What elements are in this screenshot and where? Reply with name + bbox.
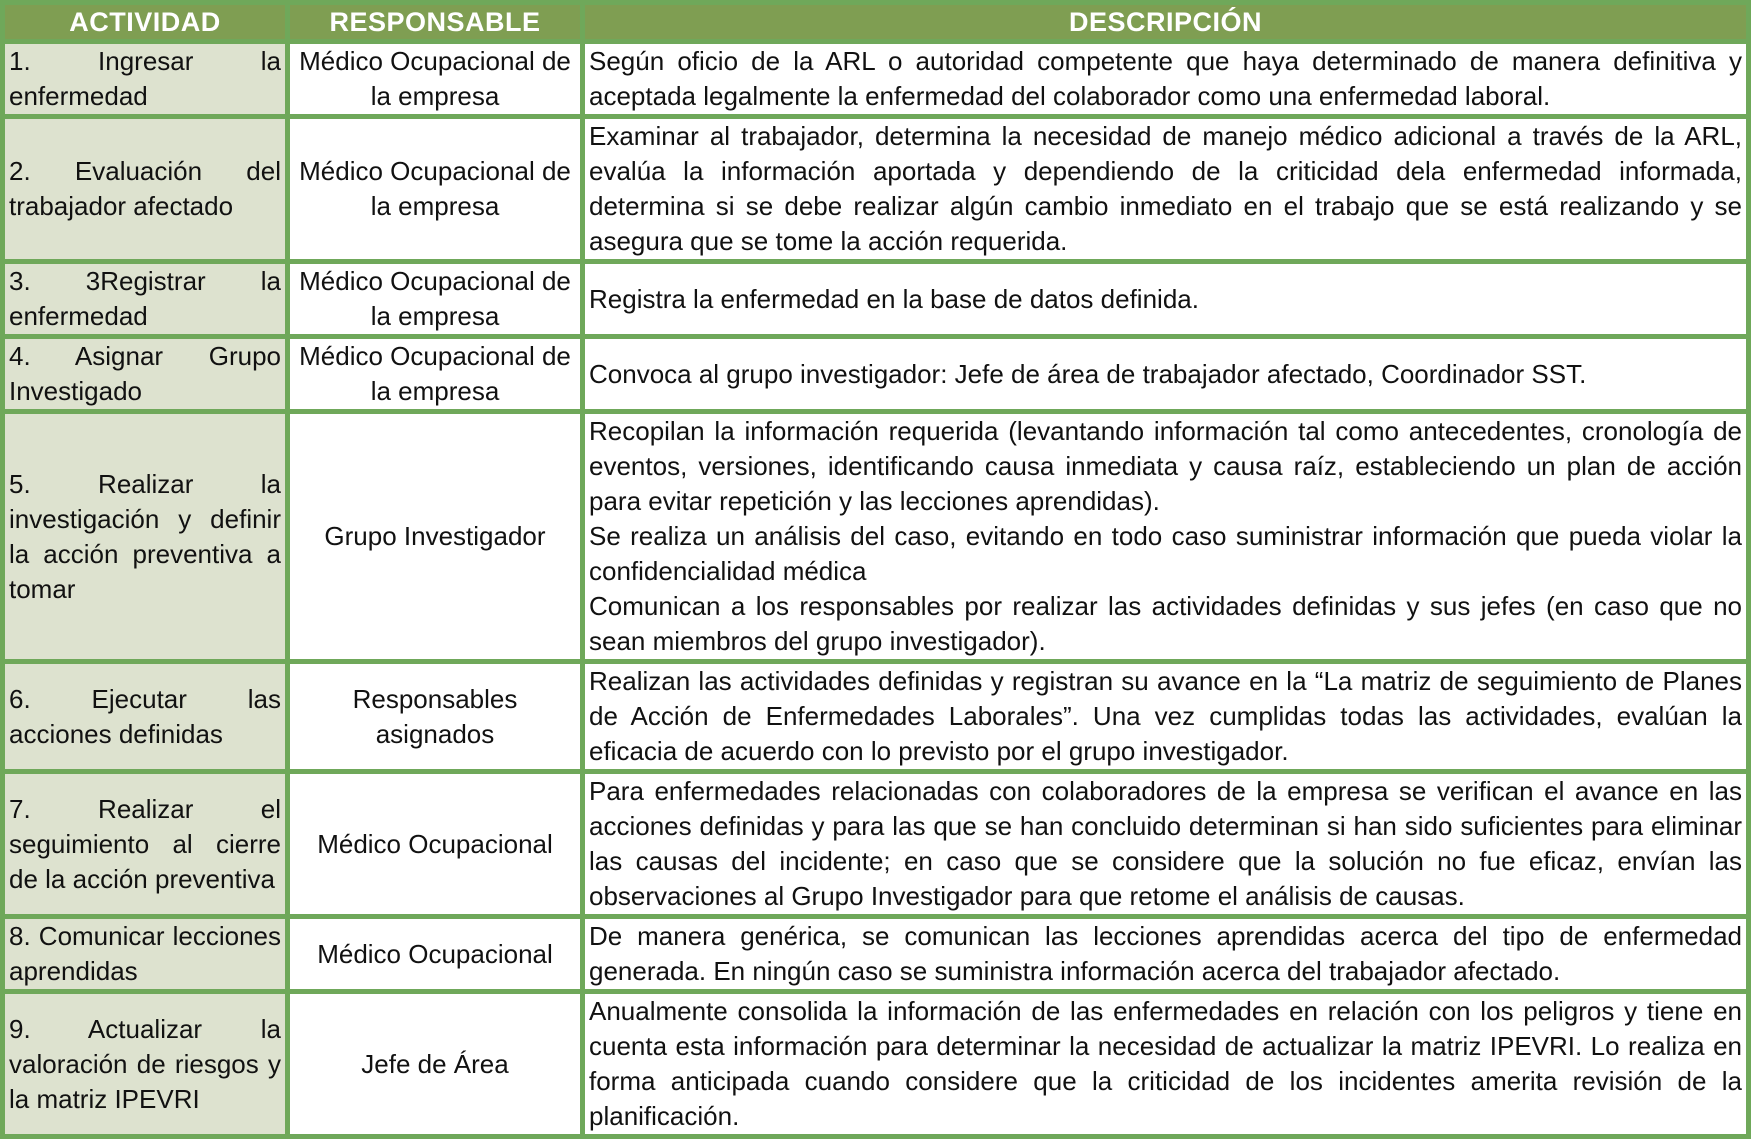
activity-cell: 4. Asignar Grupo Investigado bbox=[5, 339, 285, 409]
activity-cell: 3. 3Registrar la enfermedad bbox=[5, 264, 285, 334]
table-row bbox=[5, 44, 1746, 114]
table-row bbox=[5, 919, 1746, 989]
description-cell bbox=[585, 44, 1746, 114]
description-text: Convoca al grupo investigador: Jefe de área de trabajador afectado, Coordinador SST. bbox=[589, 358, 1587, 389]
description-cell bbox=[585, 264, 1746, 334]
description-text: Realizan las actividades definidas y registran su avance en la “La matriz de seguimiento de Planes de Acción de Enfermedades Laborales”. Una vez cumplidas todas las actividades, evalúan la eficacia de acuerdo con lo previsto por el grupo investigador. bbox=[589, 666, 1742, 766]
description-text: De manera genérica, se comunican las lecciones aprendidas acerca del tipo de enfermedad generada. En ningún caso se suministra información acerca del trabajador afectado. bbox=[589, 921, 1742, 986]
description-cell bbox=[585, 119, 1746, 259]
description-text: Comunican a los responsables por realizar las actividades definidas y sus jefes (en caso que no sean miembros del grupo investigador). bbox=[589, 591, 1742, 656]
responsible-cell: Grupo Investigador bbox=[290, 414, 580, 659]
table-row bbox=[5, 264, 1746, 334]
description-cell bbox=[585, 994, 1746, 1134]
responsible-cell: Médico Ocupacional de la empresa bbox=[290, 264, 580, 334]
activity-cell: 9. Actualizar la valoración de riesgos y la matriz IPEVRI bbox=[5, 994, 285, 1134]
responsible-cell: Responsables asignados bbox=[290, 664, 580, 769]
responsible-cell: Médico Ocupacional de la empresa bbox=[290, 44, 580, 114]
description-text: Se realiza un análisis del caso, evitando en todo caso suministrar información que pueda violar la confidencialidad médica bbox=[589, 521, 1742, 586]
responsible-cell: Médico Ocupacional bbox=[290, 774, 580, 914]
responsible-cell: Médico Ocupacional de la empresa bbox=[290, 339, 580, 409]
description-cell bbox=[585, 339, 1746, 409]
activity-cell: 1. Ingresar la enfermedad bbox=[5, 44, 285, 114]
activity-cell: 8. Comunicar lecciones aprendidas bbox=[5, 919, 285, 989]
table-row bbox=[5, 414, 1746, 659]
responsible-cell: Médico Ocupacional de la empresa bbox=[290, 119, 580, 259]
description-cell bbox=[585, 919, 1746, 989]
table-row bbox=[5, 664, 1746, 769]
description-text: Examinar al trabajador, determina la necesidad de manejo médico adicional a través de la ARL, evalúa la información aportada y dependiendo de la criticidad dela enfermedad informada, determina si se debe realizar algún cambio inmediato en el trabajo que se está realizando y se asegura que se tome la acción requerida. bbox=[589, 121, 1742, 256]
activity-cell: 7. Realizar el seguimiento al cierre de la acción preventiva bbox=[5, 774, 285, 914]
responsible-cell: Médico Ocupacional bbox=[290, 919, 580, 989]
table-row bbox=[5, 994, 1746, 1134]
header-description: DESCRIPCIÓN bbox=[585, 5, 1746, 39]
header-row bbox=[5, 5, 1746, 39]
responsible-cell: Jefe de Área bbox=[290, 994, 580, 1134]
description-cell bbox=[585, 414, 1746, 659]
table-row bbox=[5, 339, 1746, 409]
activity-cell: 6. Ejecutar las acciones definidas bbox=[5, 664, 285, 769]
activity-cell: 2. Evaluación del trabajador afectado bbox=[5, 119, 285, 259]
table-row bbox=[5, 774, 1746, 914]
description-cell bbox=[585, 774, 1746, 914]
description-text: Anualmente consolida la información de las enfermedades en relación con los peligros y tiene en cuenta esta información para determinar la necesidad de actualizar la matriz IPEVRI. Lo realiza en forma anticipada cuando considere que la criticidad de los incidentes amerita revisión de la planificación. bbox=[589, 996, 1742, 1131]
description-text: Recopilan la información requerida (levantando información tal como antecedentes, cronología de eventos, versiones, identificando causa inmediata y causa raíz, estableciendo un plan de acción para evitar repetición y las lecciones aprendidas). bbox=[589, 416, 1742, 516]
description-text: Según oficio de la ARL o autoridad competente que haya determinado de manera definitiva y aceptada legalmente la enfermedad del colaborador como una enfermedad laboral. bbox=[589, 46, 1742, 111]
header-activity: ACTIVIDAD bbox=[5, 5, 285, 39]
description-text: Registra la enfermedad en la base de datos definida. bbox=[589, 283, 1199, 314]
description-text: Para enfermedades relacionadas con colaboradores de la empresa se verifican el avance en las acciones definidas y para las que se han concluido determinan si han sido suficientes para eliminar las causas del incidente; en caso que se considere que la solución no fue eficaz, envían las observaciones al Grupo Investigador para que retome el análisis de causas. bbox=[589, 776, 1742, 911]
description-cell bbox=[585, 664, 1746, 769]
header-responsible: RESPONSABLE bbox=[290, 5, 580, 39]
table-row bbox=[5, 119, 1746, 259]
activity-cell: 5. Realizar la investigación y definir la acción preventiva a tomar bbox=[5, 414, 285, 659]
